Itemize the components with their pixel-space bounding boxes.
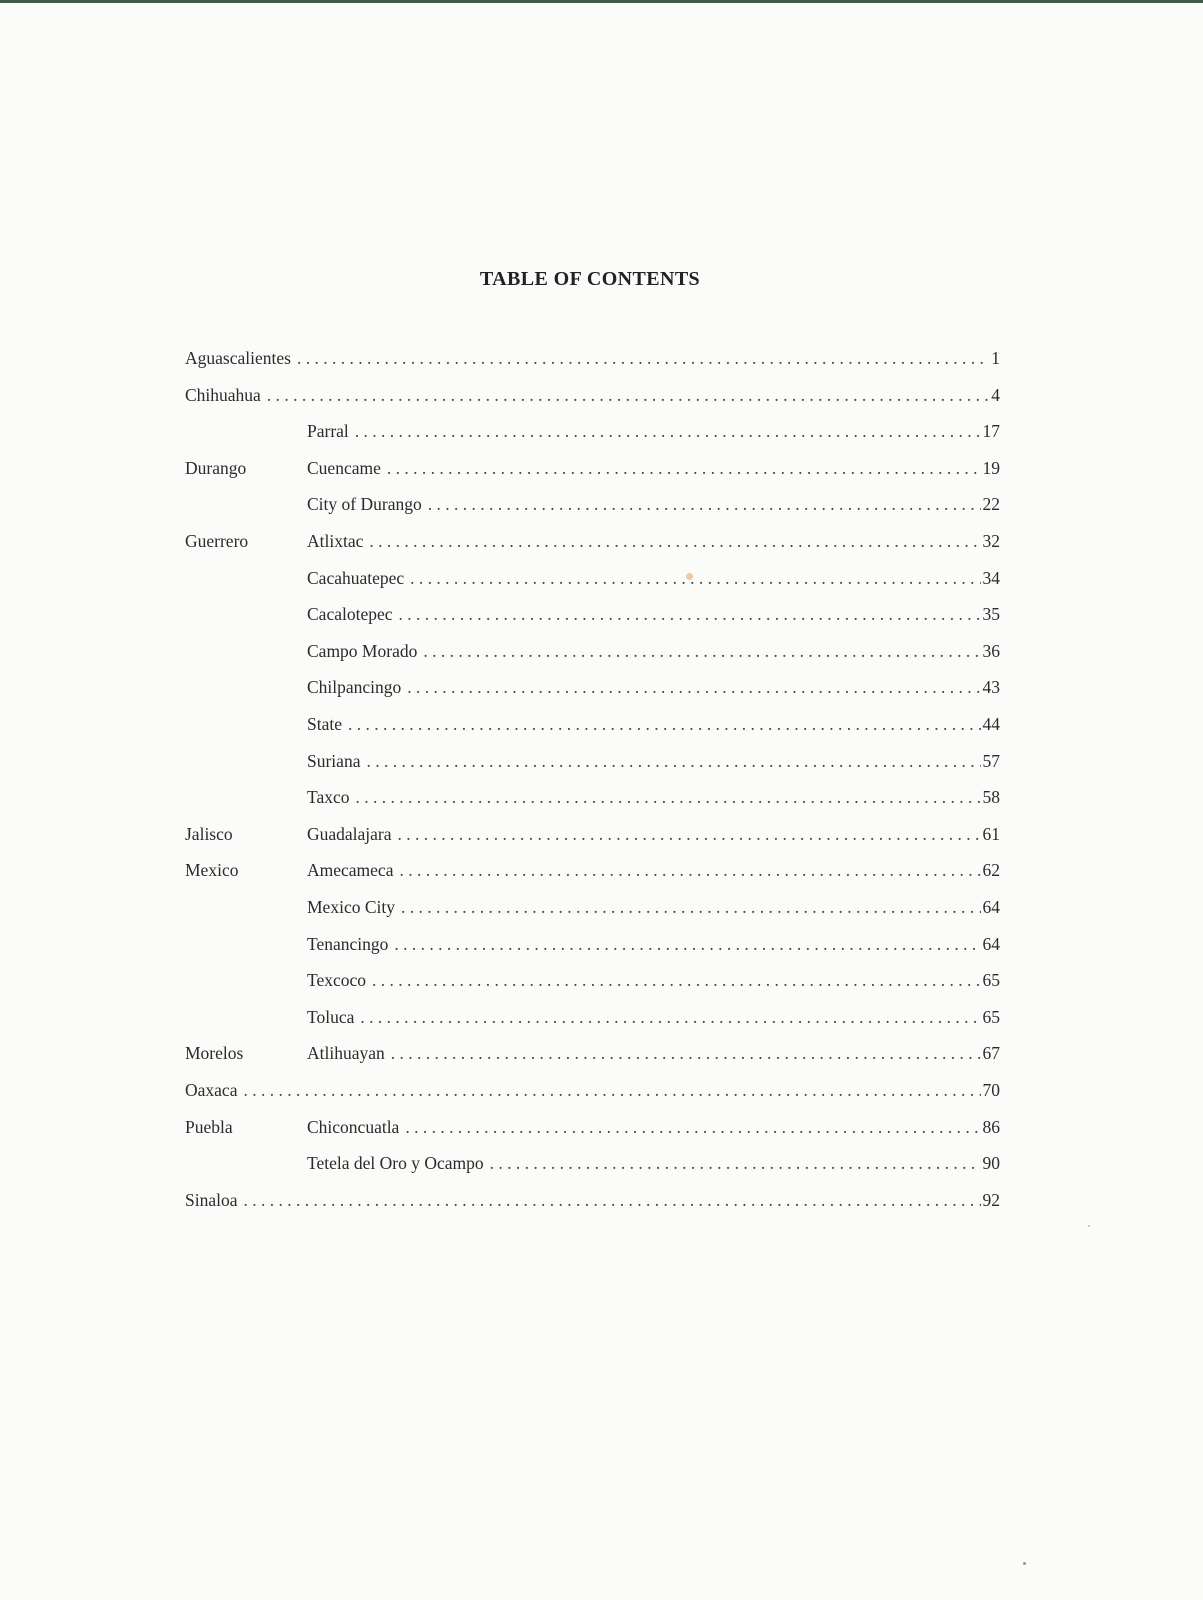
toc-leader-line [307,784,1000,810]
toc-entry [0,894,1203,920]
toc-page-number: 92 [982,1189,1000,1210]
dot-leader [243,1077,980,1103]
toc-state-name: Puebla [185,1116,233,1137]
toc-page-number: 35 [982,604,1000,625]
toc-page-number: 70 [982,1080,1000,1100]
dot-leader [360,1004,980,1030]
toc-entry [0,565,1203,591]
toc-page-number: 61 [982,823,1000,844]
toc-place-name: Aguascalientes [185,348,291,368]
toc-entry [0,711,1203,737]
toc-place-name: Atlihuayan [307,1043,385,1064]
toc-leader-line [185,382,1000,408]
toc-entry [0,674,1203,700]
toc-leader-line [307,418,1000,444]
toc-page-number: 36 [982,640,1000,661]
toc-page-number: 32 [982,531,1000,551]
toc-leader-line [307,967,1000,993]
dot-leader [394,931,980,957]
toc-place-name: Texcoco [307,970,367,991]
dot-leader [410,565,980,591]
toc-leader-line [307,1040,1000,1066]
paper-speck [1088,1225,1090,1227]
toc-place-name: Parral [307,421,349,442]
toc-entry [0,931,1203,957]
paper-speck [1023,1562,1026,1565]
toc-entry [0,528,1203,554]
toc-place-name: Toluca [307,1006,355,1027]
toc-place-name: Tenancingo [307,933,389,954]
toc-entry [0,382,1203,408]
dot-leader [356,784,981,810]
toc-state-name: Mexico [185,860,239,881]
toc-page-number: 4 [991,384,1000,405]
toc-page-number: 19 [982,457,1000,478]
toc-leader-line [307,1150,1000,1176]
dot-leader [372,967,980,993]
toc-entry [0,784,1203,810]
toc-leader-line [307,894,1000,920]
toc-place-name: Chihuahua [185,384,261,405]
toc-leader-line [185,1077,1000,1103]
toc-page-number: 90 [982,1153,1000,1174]
toc-page-number: 64 [982,897,1000,917]
dot-leader [399,601,981,627]
toc-leader-line [307,711,1000,737]
toc-entry [0,1150,1203,1176]
dot-leader [490,1150,981,1176]
toc-entry [0,748,1203,774]
dot-leader [428,491,981,517]
toc-place-name: State [307,714,342,734]
toc-entry [0,1077,1203,1103]
dot-leader [405,1114,980,1140]
toc-state-name: Jalisco [185,823,233,844]
dot-leader [398,821,981,847]
toc-place-name: Suriana [307,750,361,771]
toc-page-number: 22 [982,494,1000,515]
toc-entry [0,601,1203,627]
toc-page-number: 62 [982,860,1000,881]
toc-entry [0,857,1203,883]
toc-leader-line [185,345,1000,371]
toc-page-number: 44 [982,714,1000,734]
toc-entry [0,491,1203,517]
toc-entry [0,967,1203,993]
dot-leader [369,528,980,554]
toc-entry [0,638,1203,664]
toc-page-number: 17 [982,421,1000,442]
toc-place-name: Campo Morado [307,640,418,661]
toc-place-name: Chiconcuatla [307,1116,400,1137]
dot-leader [366,748,980,774]
toc-place-name: Chilpancingo [307,677,402,698]
dot-leader [355,418,981,444]
toc-leader-line [307,638,1000,664]
toc-page-number: 57 [982,750,1000,771]
toc-place-name: City of Durango [307,494,422,515]
toc-leader-line [307,931,1000,957]
toc-state-name: Durango [185,457,247,478]
toc-page-number: 43 [982,677,1000,698]
toc-leader-line [307,748,1000,774]
toc-place-name: Tetela del Oro y Ocampo [307,1153,484,1174]
toc-leader-line [307,565,1000,591]
toc-entry [0,1040,1203,1066]
toc-place-name: Sinaloa [185,1189,238,1210]
toc-place-name: Oaxaca [185,1080,238,1100]
toc-place-name: Cacalotepec [307,604,393,625]
toc-leader-line [307,528,1000,554]
toc-leader-line [307,821,1000,847]
dot-leader [399,857,980,883]
paper-speck [686,573,693,580]
toc-page-number: 65 [982,970,1000,991]
toc-leader-line [185,1187,1000,1213]
dot-leader [297,345,989,371]
dot-leader [423,638,980,664]
toc-page-number: 86 [982,1116,1000,1137]
toc-leader-line [307,601,1000,627]
dot-leader [267,382,989,408]
toc-entry [0,821,1203,847]
toc-state-name: Guerrero [185,531,249,551]
toc-entry [0,1187,1203,1213]
toc-entry [0,1114,1203,1140]
toc-entry [0,418,1203,444]
toc-page-number: 58 [982,787,1000,808]
toc-leader-line [307,1004,1000,1030]
dot-leader [407,674,980,700]
toc-leader-line [307,674,1000,700]
page-title: TABLE OF CONTENTS [479,268,701,290]
toc-page-number: 1 [991,348,1000,368]
toc-place-name: Guadalajara [307,823,392,844]
toc-leader-line [307,1114,1000,1140]
dot-leader [387,455,981,481]
toc-leader-line [307,455,1000,481]
toc-page-number: 64 [982,933,1000,954]
dot-leader [244,1187,981,1213]
toc-state-name: Morelos [185,1043,244,1064]
dot-leader [391,1040,981,1066]
toc-place-name: Mexico City [307,897,395,917]
toc-page-number: 34 [982,567,1000,588]
toc-leader-line [307,857,1000,883]
toc-page-number: 67 [982,1043,1000,1064]
toc-place-name: Amecameca [307,860,394,881]
toc-place-name: Atlixtac [307,531,364,551]
toc-entry [0,1004,1203,1030]
toc-leader-line [307,491,1000,517]
toc-place-name: Cuencame [307,457,381,478]
toc-page-number: 65 [982,1006,1000,1027]
toc-place-name: Cacahuatepec [307,567,405,588]
toc-entry [0,455,1203,481]
toc-entry [0,345,1203,371]
toc-place-name: Taxco [307,787,350,808]
dot-leader [348,711,981,737]
dot-leader [401,894,981,920]
